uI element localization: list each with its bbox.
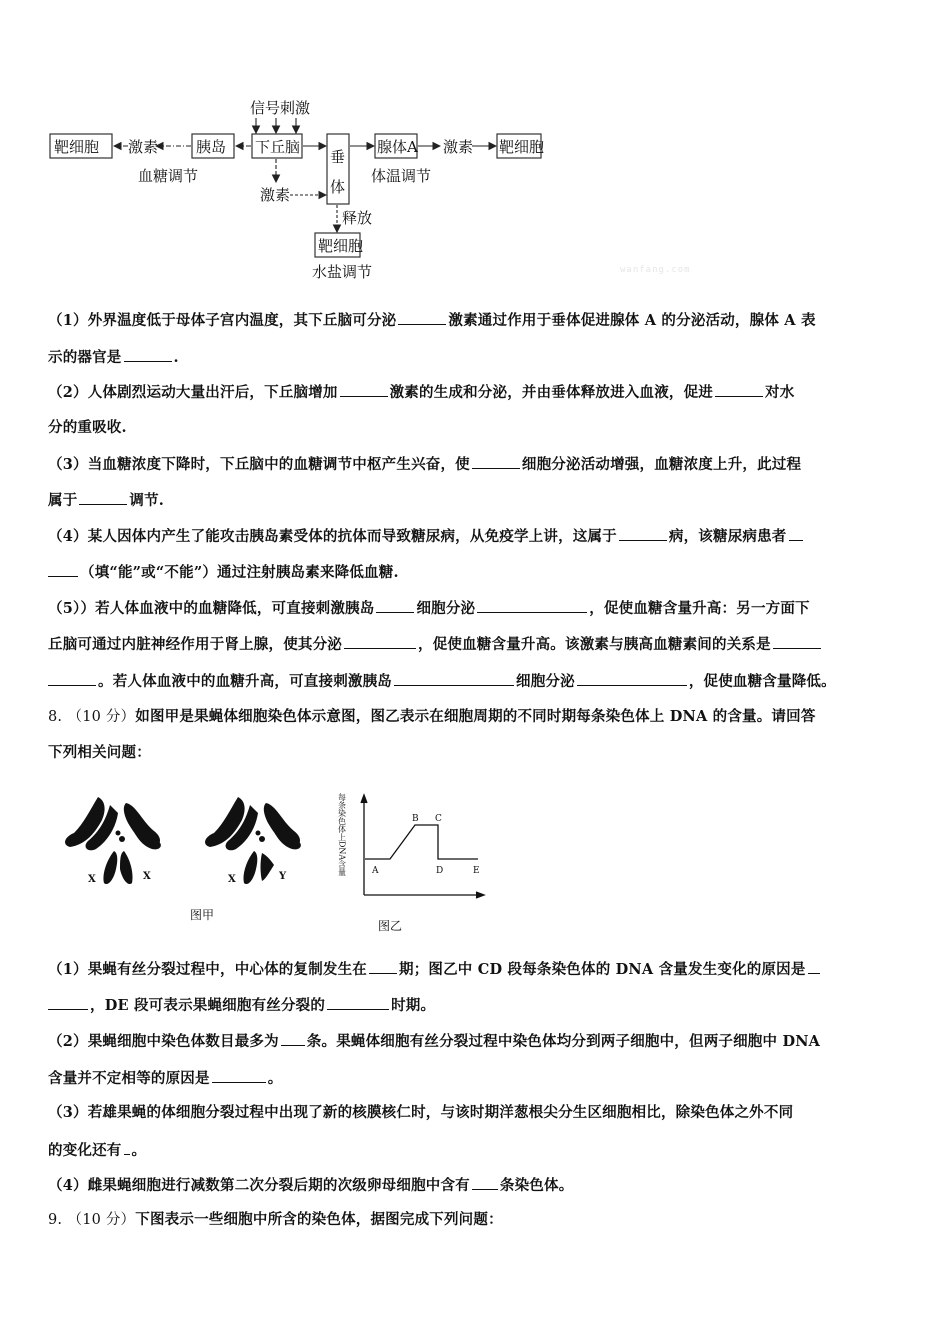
q8-part2-line1	[48, 1031, 908, 1052]
answer-blank[interactable]	[477, 598, 587, 613]
answer-blank[interactable]	[344, 634, 416, 649]
q8-part2-line2	[48, 1068, 908, 1089]
point-c: C	[435, 814, 442, 824]
text: 期；图乙中 CD 段每条染色体的 DNA 含量发生变化的原因是	[399, 961, 806, 978]
fig-yi-caption: 图乙	[378, 919, 403, 933]
text: ，促使血糖含量升高。该激素与胰高血糖素间的关系是	[418, 636, 771, 653]
answer-blank[interactable]	[48, 995, 88, 1010]
body-temp-label: 体温调节	[371, 167, 432, 185]
answer-blank[interactable]	[327, 995, 389, 1010]
label-x-3: X	[228, 874, 236, 885]
text: （3）当血糖浓度下降时，下丘脑中的血糖调节中枢产生兴奋，使	[48, 456, 470, 473]
target-cell-right-label: 靶细胞	[499, 138, 545, 156]
text: （填“能”或“不能”）通过注射胰岛素来降低血糖.	[80, 564, 399, 581]
answer-blank[interactable]	[472, 454, 520, 469]
answer-blank[interactable]	[773, 634, 821, 649]
text: 的变化还有	[48, 1142, 122, 1159]
q7-part4-line2	[48, 562, 908, 583]
q7-part5-line3	[48, 671, 908, 692]
text: 如图甲是果蝇体细胞染色体示意图，图乙表示在细胞周期的不同时期每条染色体上 DNA 的含量。请回答	[135, 708, 816, 725]
answer-blank[interactable]	[376, 598, 414, 613]
text: 丘脑可通过内脏神经作用于肾上腺，使其分泌	[48, 636, 342, 653]
point-d: D	[436, 866, 444, 876]
answer-blank[interactable]	[398, 310, 446, 325]
q7-part5-line1	[48, 598, 908, 619]
text: .	[173, 349, 179, 366]
q8-part4-line1	[48, 1175, 908, 1196]
hormone-regulation-diagram	[40, 90, 720, 290]
text: ，促使血糖含量降低。	[688, 673, 836, 690]
target-cell-bottom-label: 靶细胞	[318, 237, 364, 255]
hormone-right-label: 激素	[443, 138, 474, 156]
answer-blank[interactable]	[124, 347, 172, 362]
target-cell-left-label: 靶细胞	[54, 138, 100, 156]
answer-blank[interactable]	[619, 526, 667, 541]
blood-sugar-label: 血糖调节	[138, 167, 199, 185]
q7-part2-line1	[48, 382, 908, 403]
q7-part5-line2	[48, 634, 908, 655]
text: 激素通过作用于垂体促进腺体 A 的分泌活动，腺体 A 表	[448, 312, 816, 329]
label-x-1: X	[88, 874, 96, 885]
release-label: 释放	[342, 209, 373, 227]
hormone-left-label: 激素	[128, 138, 159, 156]
text: 属于	[48, 492, 78, 509]
answer-blank[interactable]	[48, 671, 96, 686]
answer-blank[interactable]	[394, 671, 514, 686]
text: 。若人体血液中的血糖升高，可直接刺激胰岛	[98, 673, 392, 690]
q7-part1-line2	[48, 347, 908, 368]
pituitary-bottom-label: 体	[330, 178, 346, 196]
text: 分的重吸收.	[48, 419, 127, 436]
text: （1）外界温度低于母体子宫内温度，其下丘脑可分泌	[48, 312, 397, 329]
q8-part1-line1	[48, 959, 908, 980]
q7-part4-line1	[48, 526, 908, 547]
q8-stem-line2	[48, 743, 908, 763]
text: 对水	[765, 384, 795, 401]
signal-stimulus-label: 信号刺激	[250, 99, 311, 117]
point-e: E	[473, 866, 480, 876]
text: 含量并不定相等的原因是	[48, 1070, 210, 1087]
islet-label: 胰岛	[196, 138, 227, 156]
water-salt-label: 水盐调节	[312, 263, 373, 281]
text: 。	[131, 1142, 147, 1159]
text: 下列相关问题：	[48, 744, 151, 761]
text: 细胞分泌	[416, 600, 476, 617]
gland-a-label: 腺体A	[377, 138, 418, 156]
q8-figures	[50, 775, 500, 945]
q8-part1-line2	[48, 995, 908, 1016]
q7-part3-line1	[48, 454, 908, 475]
text: 激素的生成和分泌，并由垂体释放进入血液，促进	[389, 384, 713, 401]
point-a: A	[372, 866, 379, 876]
answer-blank[interactable]	[808, 959, 820, 974]
text: （2）人体剧烈运动大量出汗后，下丘脑增加	[48, 384, 338, 401]
question-score: （10 分）	[67, 1212, 136, 1228]
fig-jia-caption: 图甲	[190, 908, 215, 922]
text: 示的器官是	[48, 349, 122, 366]
q9-stem	[48, 1210, 908, 1230]
hypothalamus-label: 下丘脑	[255, 138, 301, 156]
fig-yi-ylabel: 每条染色体上DNA含量	[337, 793, 347, 877]
answer-blank[interactable]	[212, 1068, 266, 1083]
text: 病，该糖尿病患者	[668, 528, 787, 545]
text: 下图表示一些细胞中所含的染色体，据图完成下列问题：	[135, 1211, 503, 1228]
text: 时期。	[391, 997, 436, 1014]
q8-part3-line1	[48, 1103, 908, 1123]
text: （3）若雄果蝇的体细胞分裂过程中出现了新的核膜核仁时，与该时期洋葱根尖分生区细胞相比，除染色体之外不同	[48, 1104, 794, 1121]
q8-part3-line2	[48, 1140, 908, 1161]
point-b: B	[412, 814, 419, 824]
answer-blank[interactable]	[789, 526, 803, 541]
answer-blank[interactable]	[124, 1140, 130, 1155]
question-score: （10 分）	[67, 709, 136, 725]
hormone-mid-label: 激素	[260, 186, 291, 204]
text: （1）果蝇有丝分裂过程中，中心体的复制发生在	[48, 961, 367, 978]
text: （2）果蝇细胞中染色体数目最多为	[48, 1033, 279, 1050]
label-y: Y	[279, 871, 287, 882]
text: （4）某人因体内产生了能攻击胰岛素受体的抗体而导致糖尿病，从免疫学上讲，这属于	[48, 528, 617, 545]
text: ，促使血糖含量升高：另一方面下	[589, 600, 810, 617]
q7-part1-line1	[48, 310, 908, 331]
answer-blank[interactable]	[340, 382, 388, 397]
answer-blank[interactable]	[48, 562, 78, 577]
text: 细胞分泌活动增强，血糖浓度上升，此过程	[521, 456, 802, 473]
text: （5））若人体血液中的血糖降低，可直接刺激胰岛	[48, 600, 375, 617]
label-x-2: X	[143, 871, 151, 882]
answer-blank[interactable]	[472, 1175, 498, 1190]
answer-blank[interactable]	[715, 382, 763, 397]
text: 。	[267, 1070, 283, 1087]
text: （4）雌果蝇细胞进行减数第二次分裂后期的次级卵母细胞中含有	[48, 1177, 470, 1194]
question-number: 8.	[48, 709, 63, 725]
text: 条染色体。	[499, 1177, 574, 1194]
text: 调节.	[129, 492, 165, 509]
fig-jia-male-karyotype	[205, 797, 301, 884]
answer-blank[interactable]	[577, 671, 687, 686]
answer-blank[interactable]	[281, 1031, 305, 1046]
answer-blank[interactable]	[79, 490, 127, 505]
q7-part3-line2	[48, 490, 908, 511]
pituitary-top-label: 垂	[330, 148, 346, 166]
text: 条。果蝇体细胞有丝分裂过程中染色体均分到两子细胞中，但两子细胞中 DNA	[306, 1033, 821, 1050]
text: 细胞分泌	[516, 673, 575, 690]
fig-yi-graph	[361, 795, 484, 898]
answer-blank[interactable]	[369, 959, 397, 974]
q7-part2-line2	[48, 418, 908, 438]
q8-stem-line1	[48, 707, 908, 727]
question-number: 9.	[48, 1212, 63, 1228]
text: ，DE 段可表示果蝇细胞有丝分裂的	[90, 997, 326, 1014]
watermark: wanfang.com	[620, 265, 691, 275]
